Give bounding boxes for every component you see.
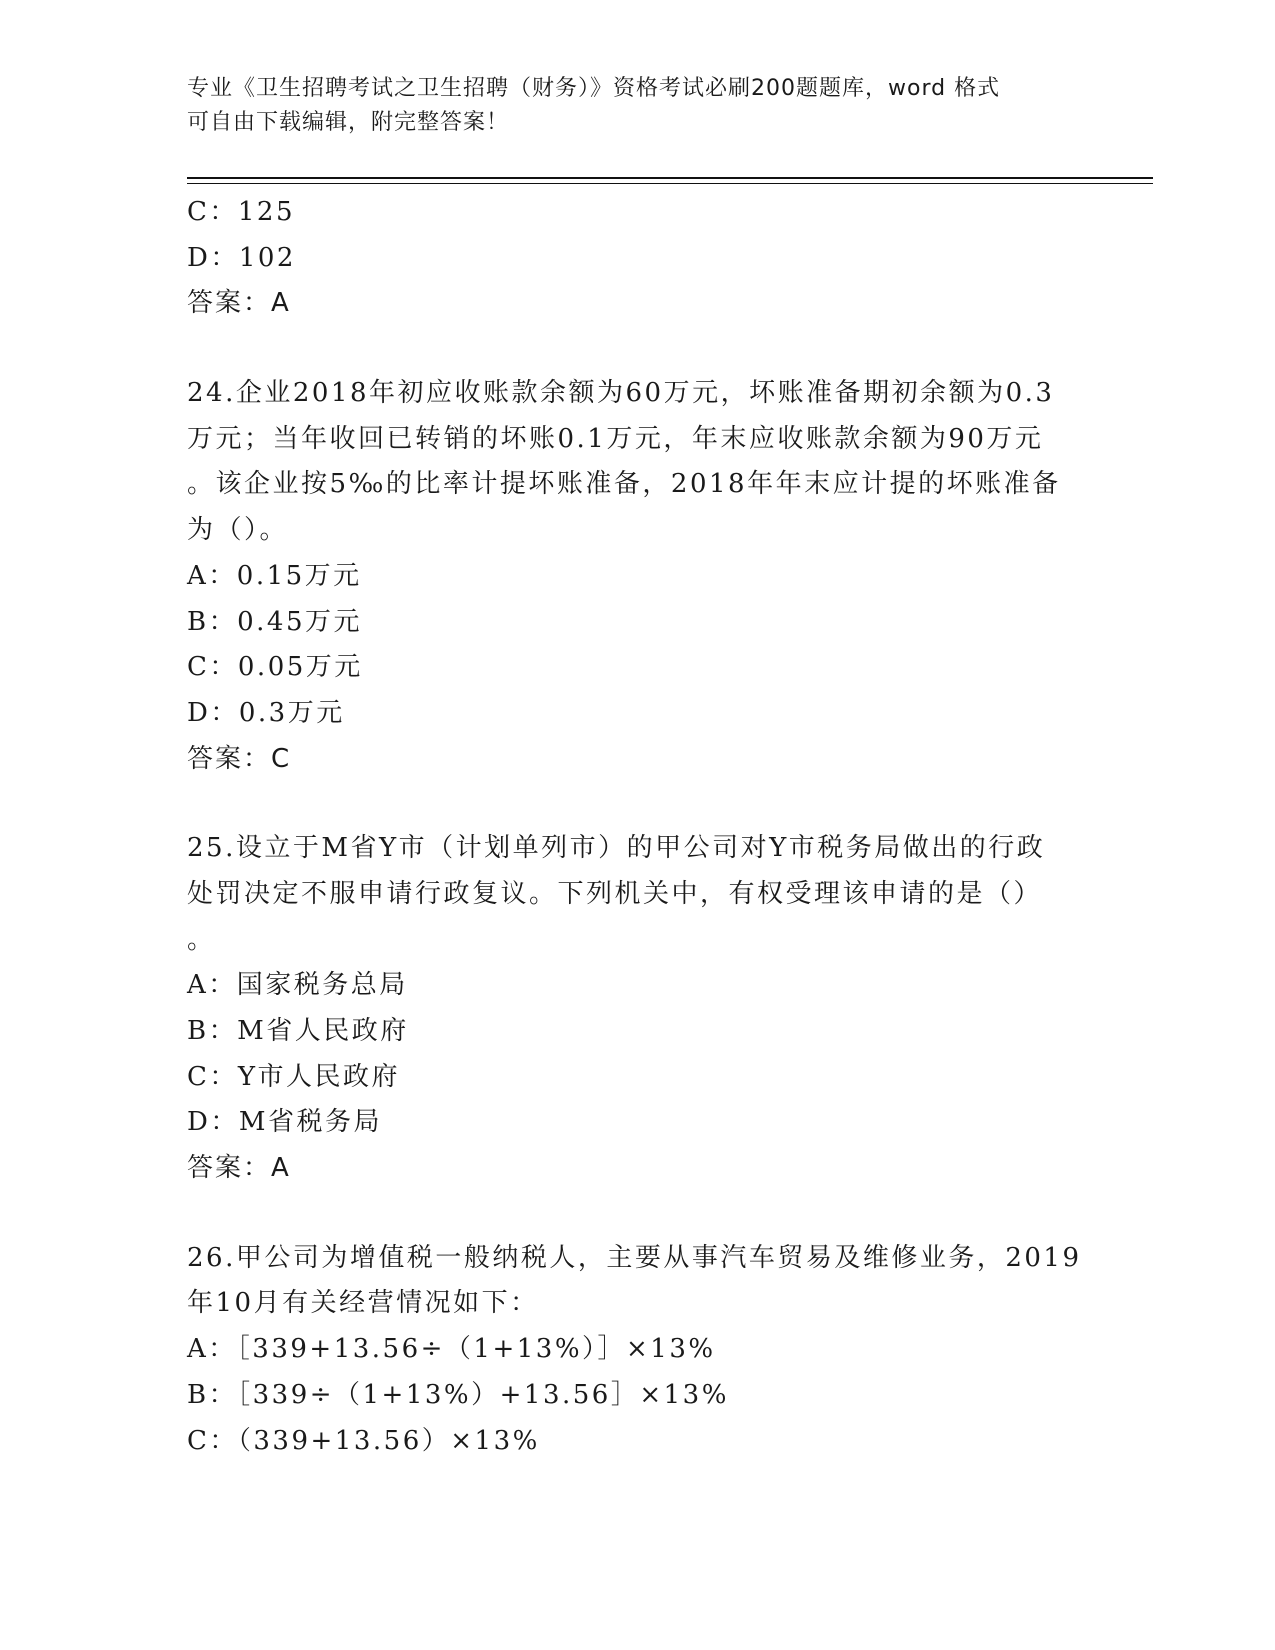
question-text-line: 24.企业2018年初应收账款余额为60万元，坏账准备期初余额为0.3 [187,378,1055,409]
question-24 [187,371,1077,782]
header-line-2: 可自由下载编辑，附完整答案！ [187,110,510,135]
option-c: C：Y市人民政府 [187,1061,401,1092]
document-header [187,72,1087,140]
answer-line: 答案：C [187,743,292,774]
option-d: D：102 [187,242,296,273]
question-text-line: 处罚决定不服申请行政复议。下列机关中，有权受理该申请的是（） [187,878,1043,909]
question-text-line: 。该企业按5‰的比率计提坏账准备，2018年年末应计提的坏账准备 [187,469,1061,500]
option-c: C：0.05万元 [187,652,363,683]
option-a: A：［339+13.56÷（1+13%）］×13% [187,1334,716,1365]
question-text-line: 万元；当年收回已转销的坏账0.1万元，年末应收账款余额为90万元 [187,423,1044,454]
option-b: B：0.45万元 [187,606,362,637]
answer-line: 答案：A [187,1153,291,1184]
option-b: B：M省人民政府 [187,1016,409,1046]
option-c: C：125 [187,197,296,227]
option-b: B：［339÷（1+13%）+13.56］×13% [187,1379,729,1410]
question-text-line: 年10月有关经营情况如下： [187,1288,539,1319]
answer-line: 答案：A [187,288,291,319]
spacer [187,327,1077,371]
question-text-line: 为（）。 [187,515,289,546]
question-25 [187,826,1077,1192]
previous-question [187,190,1077,327]
question-text-line: 。 [187,924,216,955]
option-d: D：0.3万元 [187,697,345,728]
question-text-line: 26.甲公司为增值税一般纳税人，主要从事汽车贸易及维修业务，2019 [187,1242,1082,1273]
option-a: A：0.15万元 [187,560,362,591]
question-text-line: 25.设立于M省Y市（计划单列市）的甲公司对Y市税务局做出的行政 [187,833,1046,864]
option-d: D：M省税务局 [187,1107,382,1138]
spacer [187,1192,1077,1236]
option-c: C：（339+13.56）×13% [187,1425,540,1456]
header-line-1: 专业《卫生招聘考试之卫生招聘（财务）》资格考试必刷200题题库，word 格式 [187,76,1001,101]
question-26 [187,1236,1082,1464]
option-a: A：国家税务总局 [187,970,408,1001]
document-body [187,190,1082,1464]
spacer [187,782,1077,826]
header-rule-thin [187,183,1153,184]
header-rule-thick [187,177,1153,179]
